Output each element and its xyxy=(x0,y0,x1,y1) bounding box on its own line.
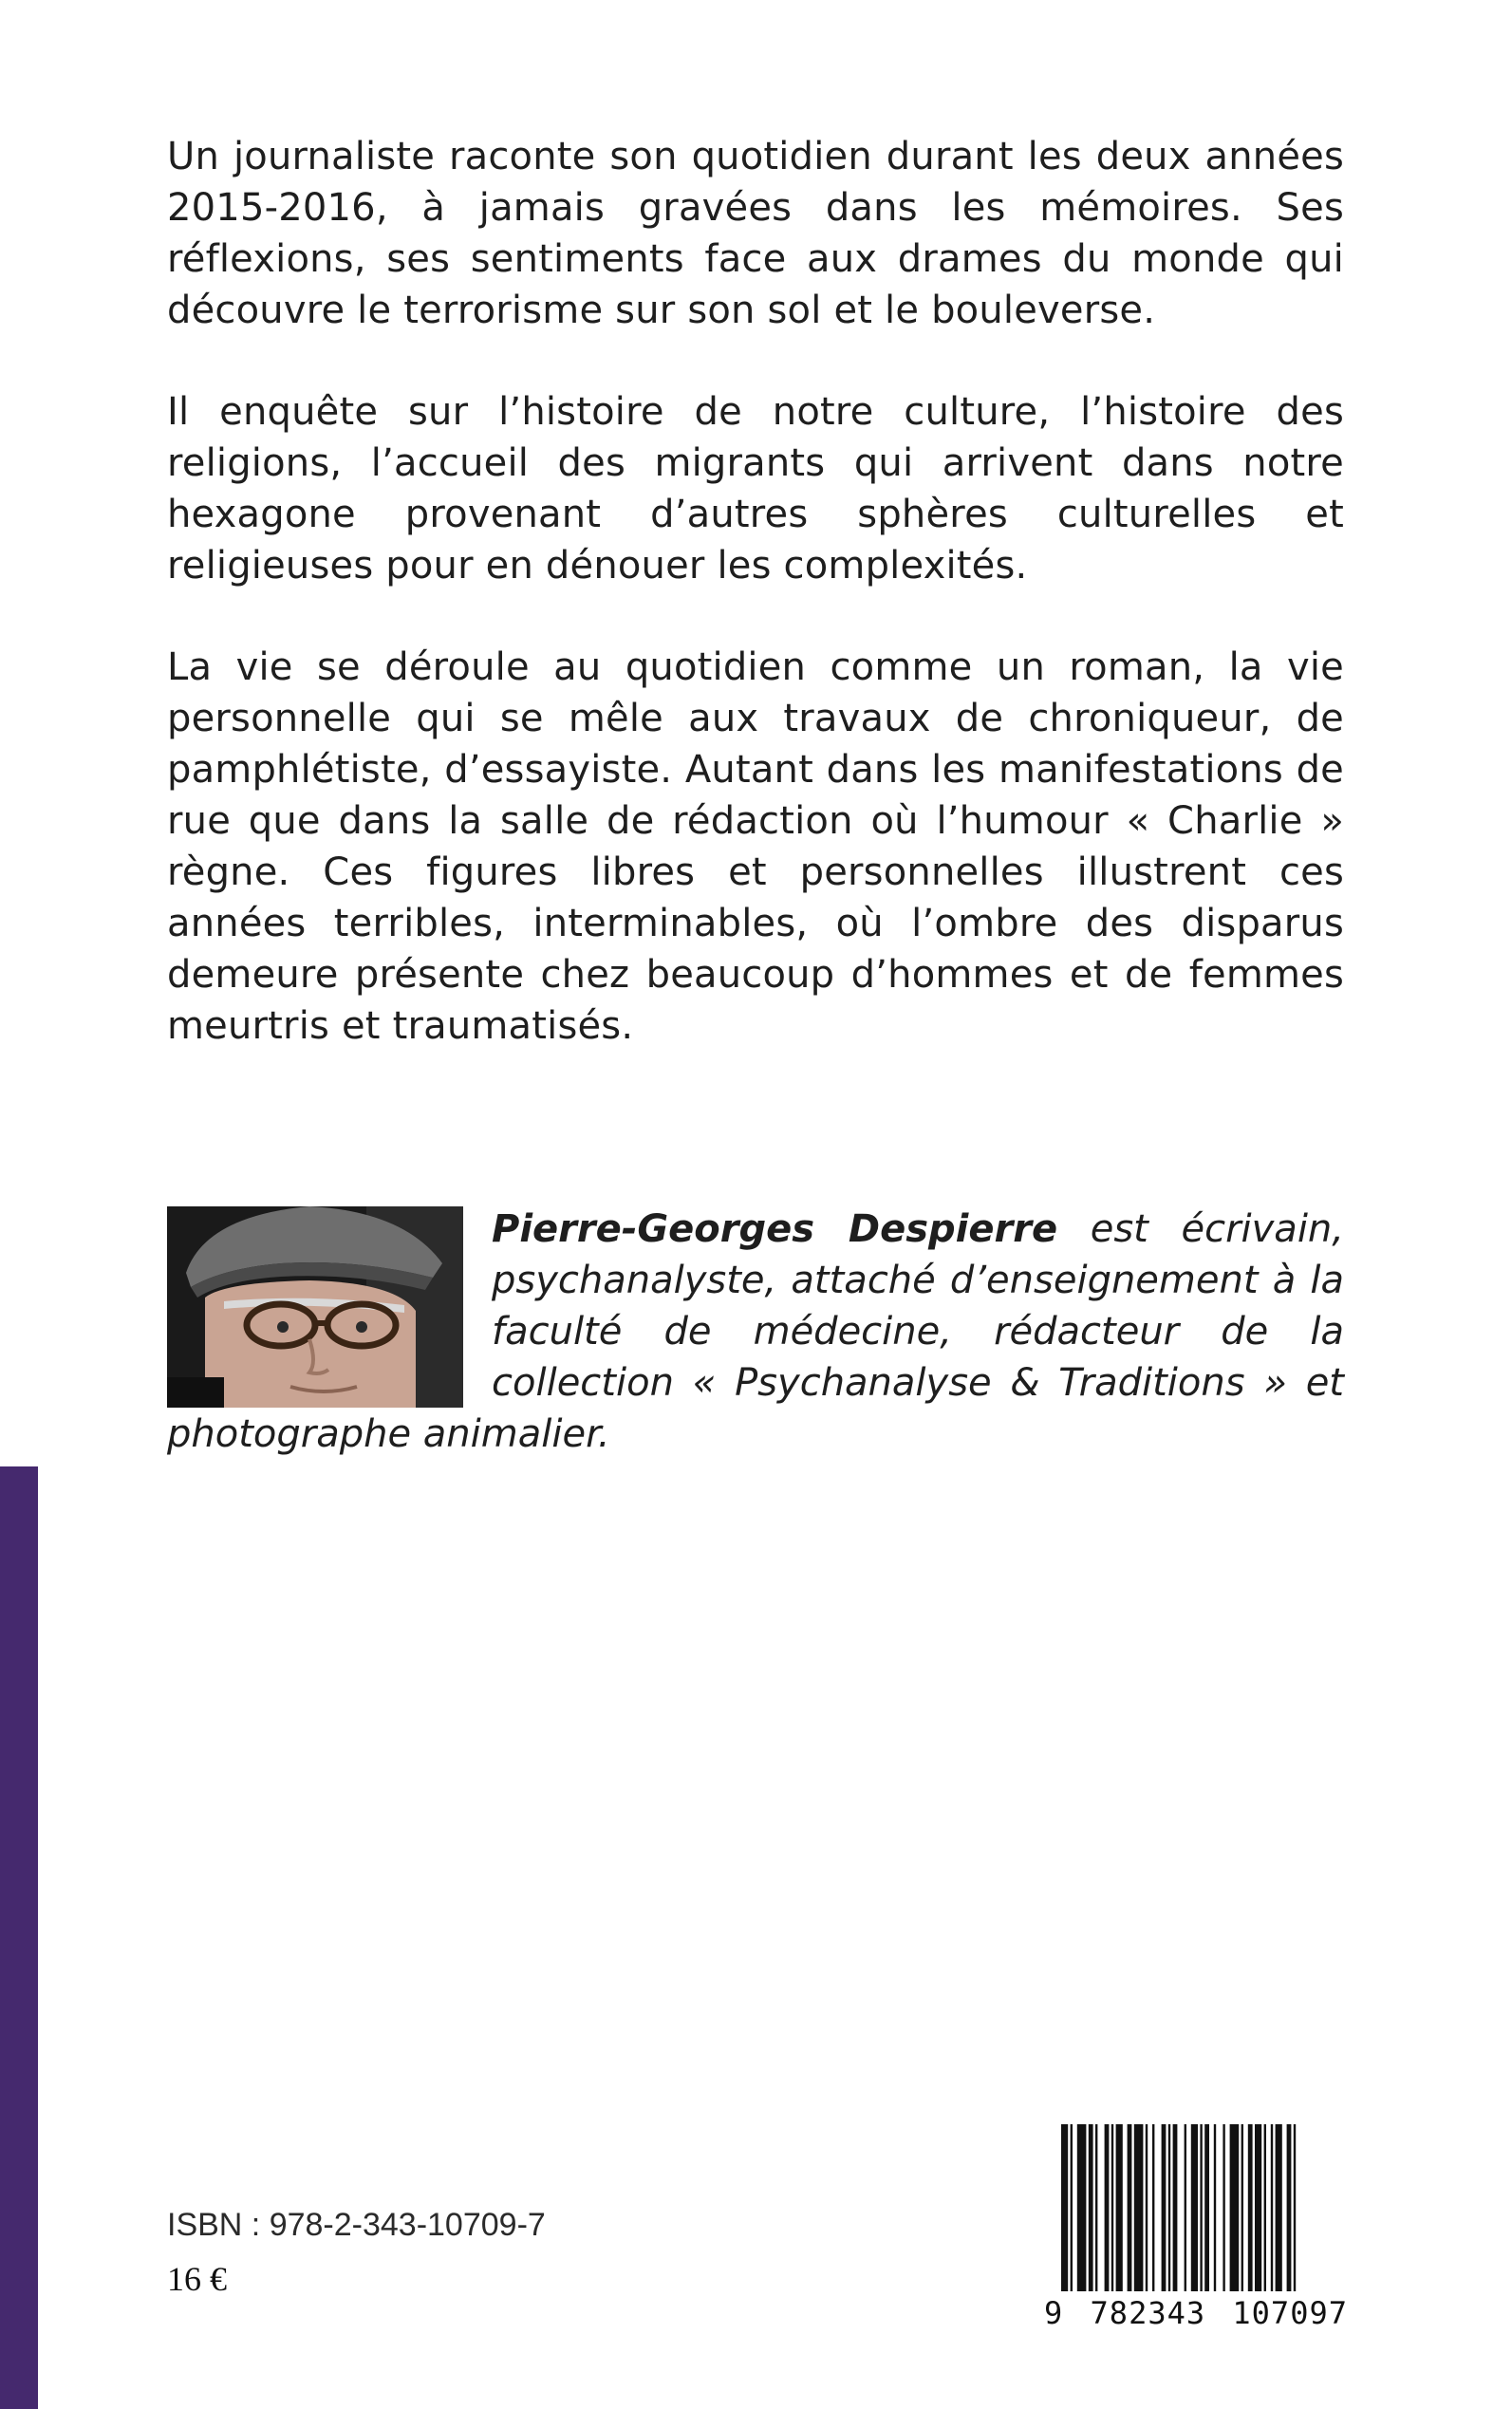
barcode-bar xyxy=(1191,2124,1198,2291)
barcode xyxy=(1044,2124,1348,2331)
author-photo xyxy=(167,1206,463,1408)
barcode-bar xyxy=(1255,2124,1261,2291)
blurb-paragraph-2: Il enquête sur l’histoire de notre culture, l’histoire des religions, l’accueil des migrants qui arrivent dans notre hexagone provenant d’autres sphères culturelles et religieuses pour en dénouer les complexités. xyxy=(167,390,1344,588)
barcode-bar xyxy=(1173,2124,1178,2291)
barcode-bar xyxy=(1152,2124,1154,2291)
barcode-bar xyxy=(1276,2124,1282,2291)
barcode-bar xyxy=(1264,2124,1266,2291)
barcode-digit-prefix: 9 xyxy=(1044,2295,1064,2331)
barcode-digits xyxy=(1044,2295,1348,2331)
barcode-bar xyxy=(1294,2124,1296,2291)
price-text: 16 € xyxy=(167,2260,227,2298)
barcode-bar xyxy=(1204,2124,1209,2291)
barcode-bar xyxy=(1105,2124,1110,2291)
barcode-bar xyxy=(1089,2124,1093,2291)
barcode-bar xyxy=(1185,2124,1186,2291)
barcode-bars xyxy=(1044,2124,1348,2291)
barcode-bar xyxy=(1071,2124,1073,2291)
barcode-bar xyxy=(1200,2124,1202,2291)
author-name: Pierre-Georges Despierre xyxy=(492,1207,1058,1251)
spine-color-bar xyxy=(0,1466,38,2409)
barcode-bar xyxy=(1061,2124,1068,2291)
barcode-bar xyxy=(1223,2124,1224,2291)
barcode-bar xyxy=(1241,2124,1243,2291)
barcode-bar xyxy=(1095,2124,1097,2291)
barcode-bar xyxy=(1271,2124,1273,2291)
blurb-text xyxy=(167,131,1344,1102)
barcode-bar xyxy=(1248,2124,1253,2291)
barcode-digit-right-group: 107097 xyxy=(1232,2295,1348,2331)
barcode-bar xyxy=(1134,2124,1144,2291)
barcode-bar xyxy=(1146,2124,1148,2291)
barcode-bar xyxy=(1116,2124,1123,2291)
blurb-paragraph-3: La vie se déroule au quotidien comme un roman, la vie personnelle qui se mêle aux travaux de chroniqueur, de pamphlétiste, d’essayiste. Autant dans les manifestations de rue que dans la salle de rédaction où l’humour « Charlie » règne. Ces figures libres et personnelles illustrent ces années terribles, interminables, où l’ombre des disparus demeure présente chez beaucoup d’hommes et de femmes meurtris et traumatisés. xyxy=(167,645,1344,1048)
barcode-bar xyxy=(1128,2124,1132,2291)
barcode-bar xyxy=(1214,2124,1216,2291)
barcode-bar xyxy=(1168,2124,1170,2291)
author-bio xyxy=(167,1204,1344,1460)
barcode-bar xyxy=(1230,2124,1240,2291)
barcode-bar xyxy=(1162,2124,1167,2291)
author-description: est écrivain, psychanalyste, attaché d’enseignement à la faculté de médecine, rédacteur de la collection « Psychanalyse & Traditions » et photographe animalier. xyxy=(167,1207,1344,1456)
barcode-digit-left-group: 782343 xyxy=(1090,2295,1206,2331)
blurb-paragraph-1: Un journaliste raconte son quotidien durant les deux années 2015-2016, à jamais gravées dans les mémoires. Ses réflexions, ses sentiments face aux drames du monde qui découvre le terrorisme sur son sol et le bouleverse. xyxy=(167,135,1344,332)
barcode-bar xyxy=(1111,2124,1113,2291)
isbn-text: ISBN : 978-2-343-10709-7 xyxy=(167,2207,546,2243)
barcode-bar xyxy=(1077,2124,1087,2291)
barcode-bar xyxy=(1287,2124,1292,2291)
